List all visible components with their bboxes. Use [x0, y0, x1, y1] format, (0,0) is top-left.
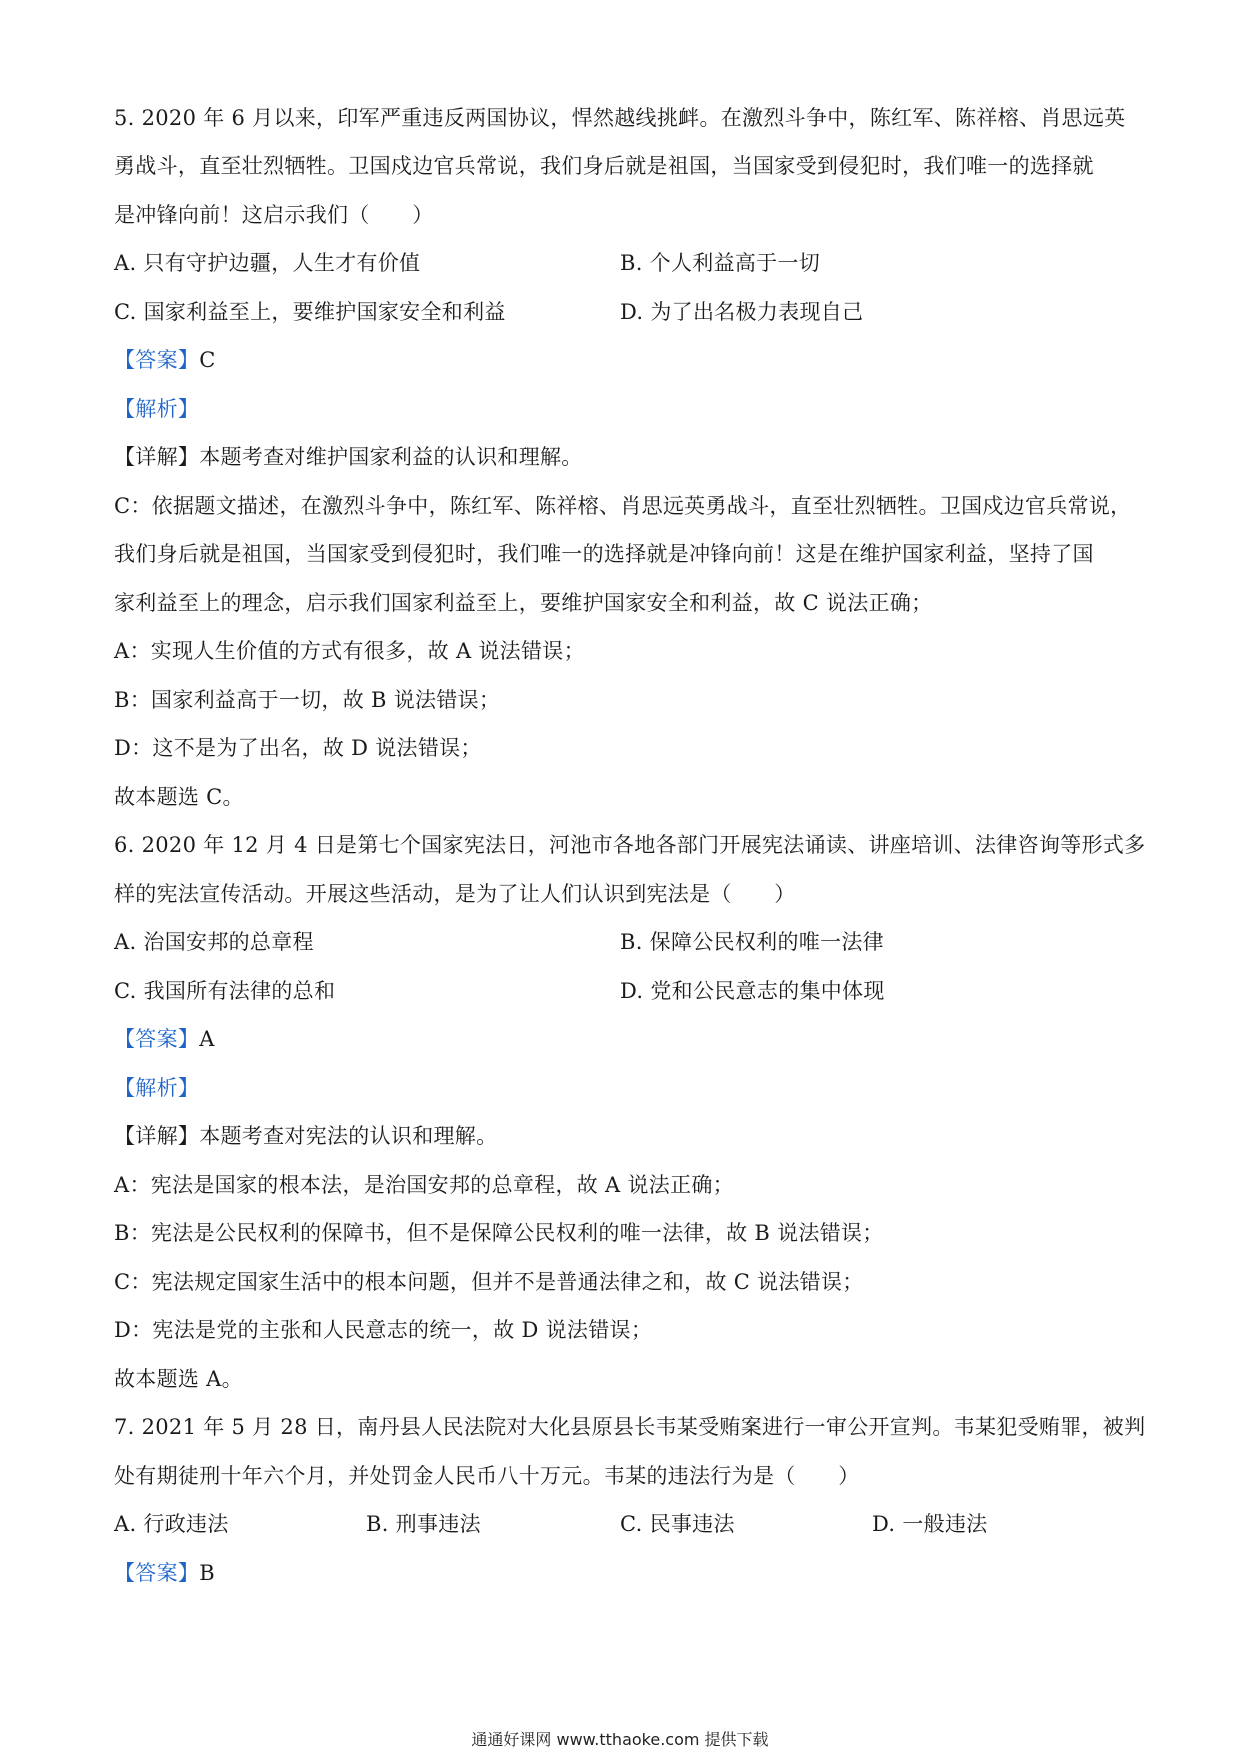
- q6-option-d: D. 党和公民意志的集中体现: [620, 979, 885, 1003]
- q6-analysis-tag: 【解析】: [114, 1076, 200, 1100]
- q5-explanation-line: 我们身后就是祖国，当国家受到侵犯时，我们唯一的选择就是冲锋向前！这是在维护国家利益，坚持了国: [114, 542, 1094, 566]
- q5-explanation-line: 家利益至上的理念，启示我们国家利益至上，要维护国家安全和利益，故 C 说法正确；: [114, 591, 933, 615]
- detail-intro: 本题考查对维护国家利益的认识和理解。: [199, 445, 583, 469]
- q6-explanation-line: D：宪法是党的主张和人民意志的统一，故 D 说法错误；: [114, 1318, 653, 1342]
- q5-stem-line: 勇战斗，直至壮烈牺牲。卫国戍边官兵常说，我们身后就是祖国，当国家受到侵犯时，我们唯一的选择就: [114, 154, 1094, 178]
- q7-option-a: A. 行政违法: [114, 1512, 229, 1536]
- q5-stem-line: 5. 2020 年 6 月以来，印军严重违反两国协议，悍然越线挑衅。在激烈斗争中，陈红军、陈祥榕、肖思远英: [114, 106, 1126, 130]
- q5-answer: [114, 345, 1130, 375]
- q5-detail: [114, 442, 1130, 472]
- q5-option-a: A. 只有守护边疆，人生才有价值: [114, 251, 421, 275]
- detail-tag: 【详解】: [114, 445, 200, 469]
- q6-explanation-line: B：宪法是公民权利的保障书，但不是保障公民权利的唯一法律，故 B 说法错误；: [114, 1221, 884, 1245]
- q5-stem-line: 是冲锋向前！这启示我们（ ）: [114, 203, 434, 227]
- answer-tag: 【答案】: [114, 1561, 200, 1585]
- q6-option-a: A. 治国安邦的总章程: [114, 930, 314, 954]
- q7-answer: [114, 1558, 1130, 1588]
- q6-option-b: B. 保障公民权利的唯一法律: [620, 930, 884, 954]
- answer-value: C: [199, 348, 216, 372]
- q6-stem-line: 样的宪法宣传活动。开展这些活动，是为了让人们认识到宪法是（ ）: [114, 882, 796, 906]
- q5-option-c: C. 国家利益至上，要维护国家安全和利益: [114, 300, 506, 324]
- page-footer: 通通好课网 www.tthaoke.com 提供下载: [471, 1730, 769, 1749]
- q5-analysis-tag: 【解析】: [114, 397, 200, 421]
- q5-explanation-line: D：这不是为了出名，故 D 说法错误；: [114, 736, 482, 760]
- q7-option-d: D. 一般违法: [872, 1512, 988, 1536]
- q5-option-d: D. 为了出名极力表现自己: [620, 300, 864, 324]
- q7-stem-line: 处有期徒刑十年六个月，并处罚金人民币八十万元。韦某的违法行为是（ ）: [114, 1464, 860, 1488]
- q5-explanation-line: A：实现人生价值的方式有很多，故 A 说法错误；: [114, 639, 585, 663]
- q5-explanation-line: C：依据题文描述，在激烈斗争中，陈红军、陈祥榕、肖思远英勇战斗，直至壮烈牺牲。卫国戍边官兵常说，: [114, 494, 1132, 518]
- q6-detail: [114, 1121, 1130, 1151]
- q6-explanation-line: C：宪法规定国家生活中的根本问题，但并不是普通法律之和，故 C 说法错误；: [114, 1270, 864, 1294]
- q5-explanation-line: B：国家利益高于一切，故 B 说法错误；: [114, 688, 501, 712]
- q7-option-b: B. 刑事违法: [366, 1512, 481, 1536]
- q7-option-c: C. 民事违法: [620, 1512, 735, 1536]
- q6-option-c: C. 我国所有法律的总和: [114, 979, 336, 1003]
- q6-conclusion: 故本题选 A。: [114, 1367, 243, 1391]
- q7-stem-line: 7. 2021 年 5 月 28 日，南丹县人民法院对大化县原县长韦某受贿案进行一审公开宣判。韦某犯受贿罪，被判: [114, 1415, 1146, 1439]
- q5-option-b: B. 个人利益高于一切: [620, 251, 821, 275]
- answer-tag: 【答案】: [114, 348, 200, 372]
- q6-answer: [114, 1024, 1130, 1054]
- answer-value: A: [199, 1027, 215, 1051]
- q6-explanation-line: A：宪法是国家的根本法，是治国安邦的总章程，故 A 说法正确；: [114, 1173, 734, 1197]
- detail-tag: 【详解】: [114, 1124, 200, 1148]
- detail-intro: 本题考查对宪法的认识和理解。: [199, 1124, 498, 1148]
- answer-value: B: [199, 1561, 215, 1585]
- q5-conclusion: 故本题选 C。: [114, 785, 244, 809]
- q6-stem-line: 6. 2020 年 12 月 4 日是第七个国家宪法日，河池市各地各部门开展宪法诵读、讲座培训、法律咨询等形式多: [114, 833, 1146, 857]
- answer-tag: 【答案】: [114, 1027, 200, 1051]
